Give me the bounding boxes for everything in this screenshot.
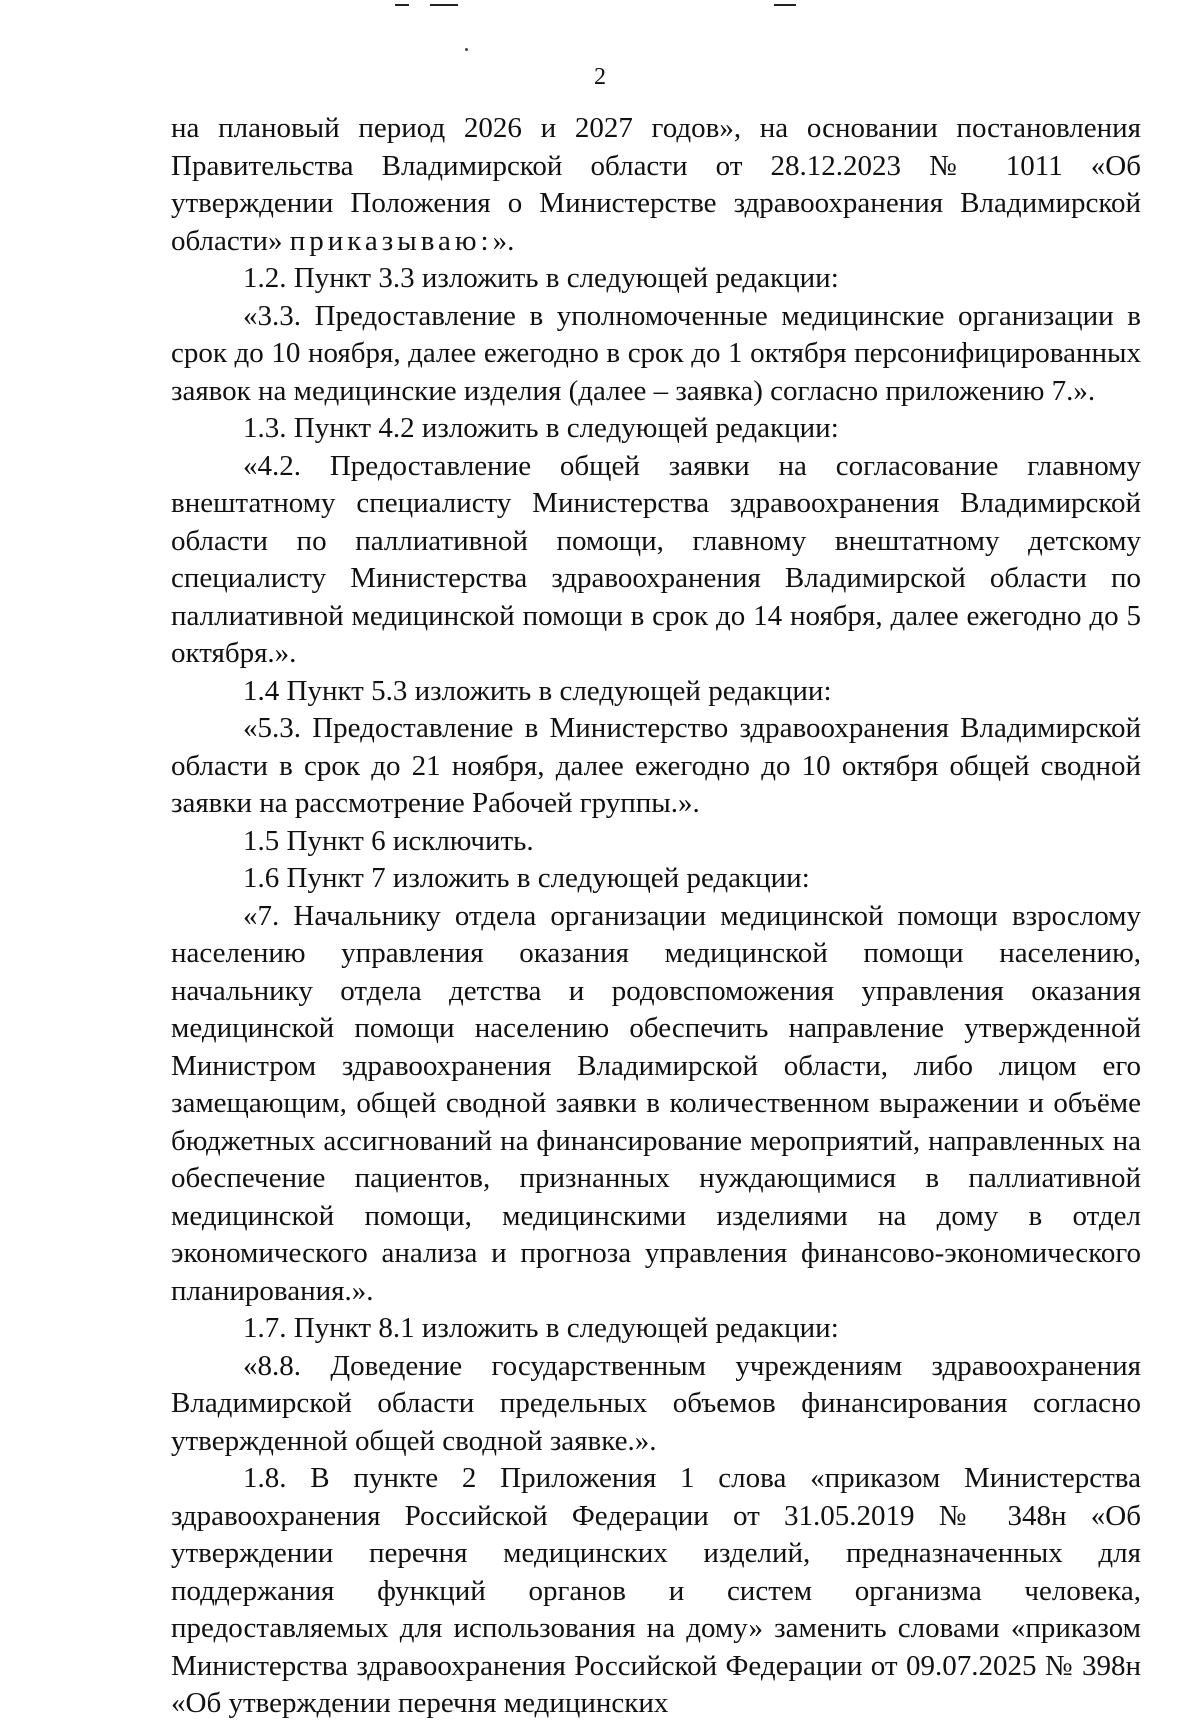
paragraph-tail: ».: [492, 224, 515, 257]
paragraph-item-1-6: 1.6 Пункт 7 изложить в следующей редакции:: [243, 862, 810, 894]
page-number: 2: [594, 64, 606, 90]
paragraph-item-1-5: 1.5 Пункт 6 исключить.: [243, 824, 534, 857]
paragraph-item-1-3: 1.3. Пункт 4.2 изложить в следующей редакции:: [243, 412, 839, 444]
paragraph-clause-8-8: «8.8. Доведение государственным учреждениям здравоохранения Владимирской области предельных объемов финансирования согласно утвержденной общей сводной заявке.».: [171, 1349, 1141, 1457]
paragraph-clause-7: «7. Начальнику отдела организации медицинской помощи взрослому населению управления оказания медицинской помощи населению, начальнику отдела детства и родовспоможения управления оказания медицинской помощи населению обеспечить направление утвержденной Министром здравоохранения Владимирской области, либо лицом его замещающим, общей сводной заявки в количественном выражении и объёме бюджетных ассигнований на финансирование мероприятий, направленных на обеспечение пациентов, признанных нуждающимися в паллиативной медицинской помощи, медицинскими изделиями на дому в отдел экономического анализа и прогноза управления финансово-экономического планирования.».: [171, 899, 1141, 1307]
scan-artifact-line: [774, 4, 796, 6]
paragraph-clause-5-3: «5.3. Предоставление в Министерство здравоохранения Владимирской области в срок до 21 ноября, далее ежегодно до 10 октября общей сводной заявки на рассмотрение Рабочей группы.».: [171, 712, 1141, 819]
scan-artifact-line: [395, 4, 409, 6]
paragraph-item-1-4: 1.4 Пункт 5.3 изложить в следующей редакции:: [243, 674, 832, 707]
paragraph-item-1-8: 1.8. В пункте 2 Приложения 1 слова «приказом Министерства здравоохранения Российской Федерации от 31.05.2019 № 348н «Об утверждении перечня медицинских изделий, предназначенных для поддержания функций органов и систем организма человека, предоставляемых для использования на дому» заменить словами «приказом Министерства здравоохранения Российской Федерации от 09.07.2025 № 398н «Об утверждении перечня медицинских: [171, 1462, 1141, 1719]
paragraph-clause-3-3: «3.3. Предоставление в уполномоченные медицинские организации в срок до 10 ноября, далее ежегодно в срок до 1 октября персонифицированных заявок на медицинские изделия (далее – заявка) согласно приложению 7.».: [171, 299, 1141, 407]
paragraph-item-1-2: 1.2. Пункт 3.3 изложить в следующей редакции:: [243, 262, 839, 294]
order-word: приказываю:: [289, 224, 493, 257]
scan-artifact-line: [430, 4, 458, 6]
paragraph-item-1-7: 1.7. Пункт 8.1 изложить в следующей редакции:: [243, 1312, 839, 1344]
document-body: [171, 110, 1141, 1723]
paragraph-clause-4-2: «4.2. Предоставление общей заявки на согласование главному внештатному специалисту Министерства здравоохранения Владимирской области по паллиативной помощи, главному внештатному детскому специалисту Министерства здравоохранения Владимирской области по паллиативной медицинской помощи в срок до 14 ноября, далее ежегодно до 5 октября.».: [171, 449, 1141, 669]
scan-artifact-dot: [465, 48, 468, 51]
paragraph-text: на плановый период 2026 и 2027 годов», на основании постановления Правительства Владимирской области от 28.12.2023 № 1011 «Об утверждении Положения о Министерстве здравоохранения Владимирской области»: [171, 112, 1141, 257]
paragraph-continuation: [171, 110, 1141, 260]
